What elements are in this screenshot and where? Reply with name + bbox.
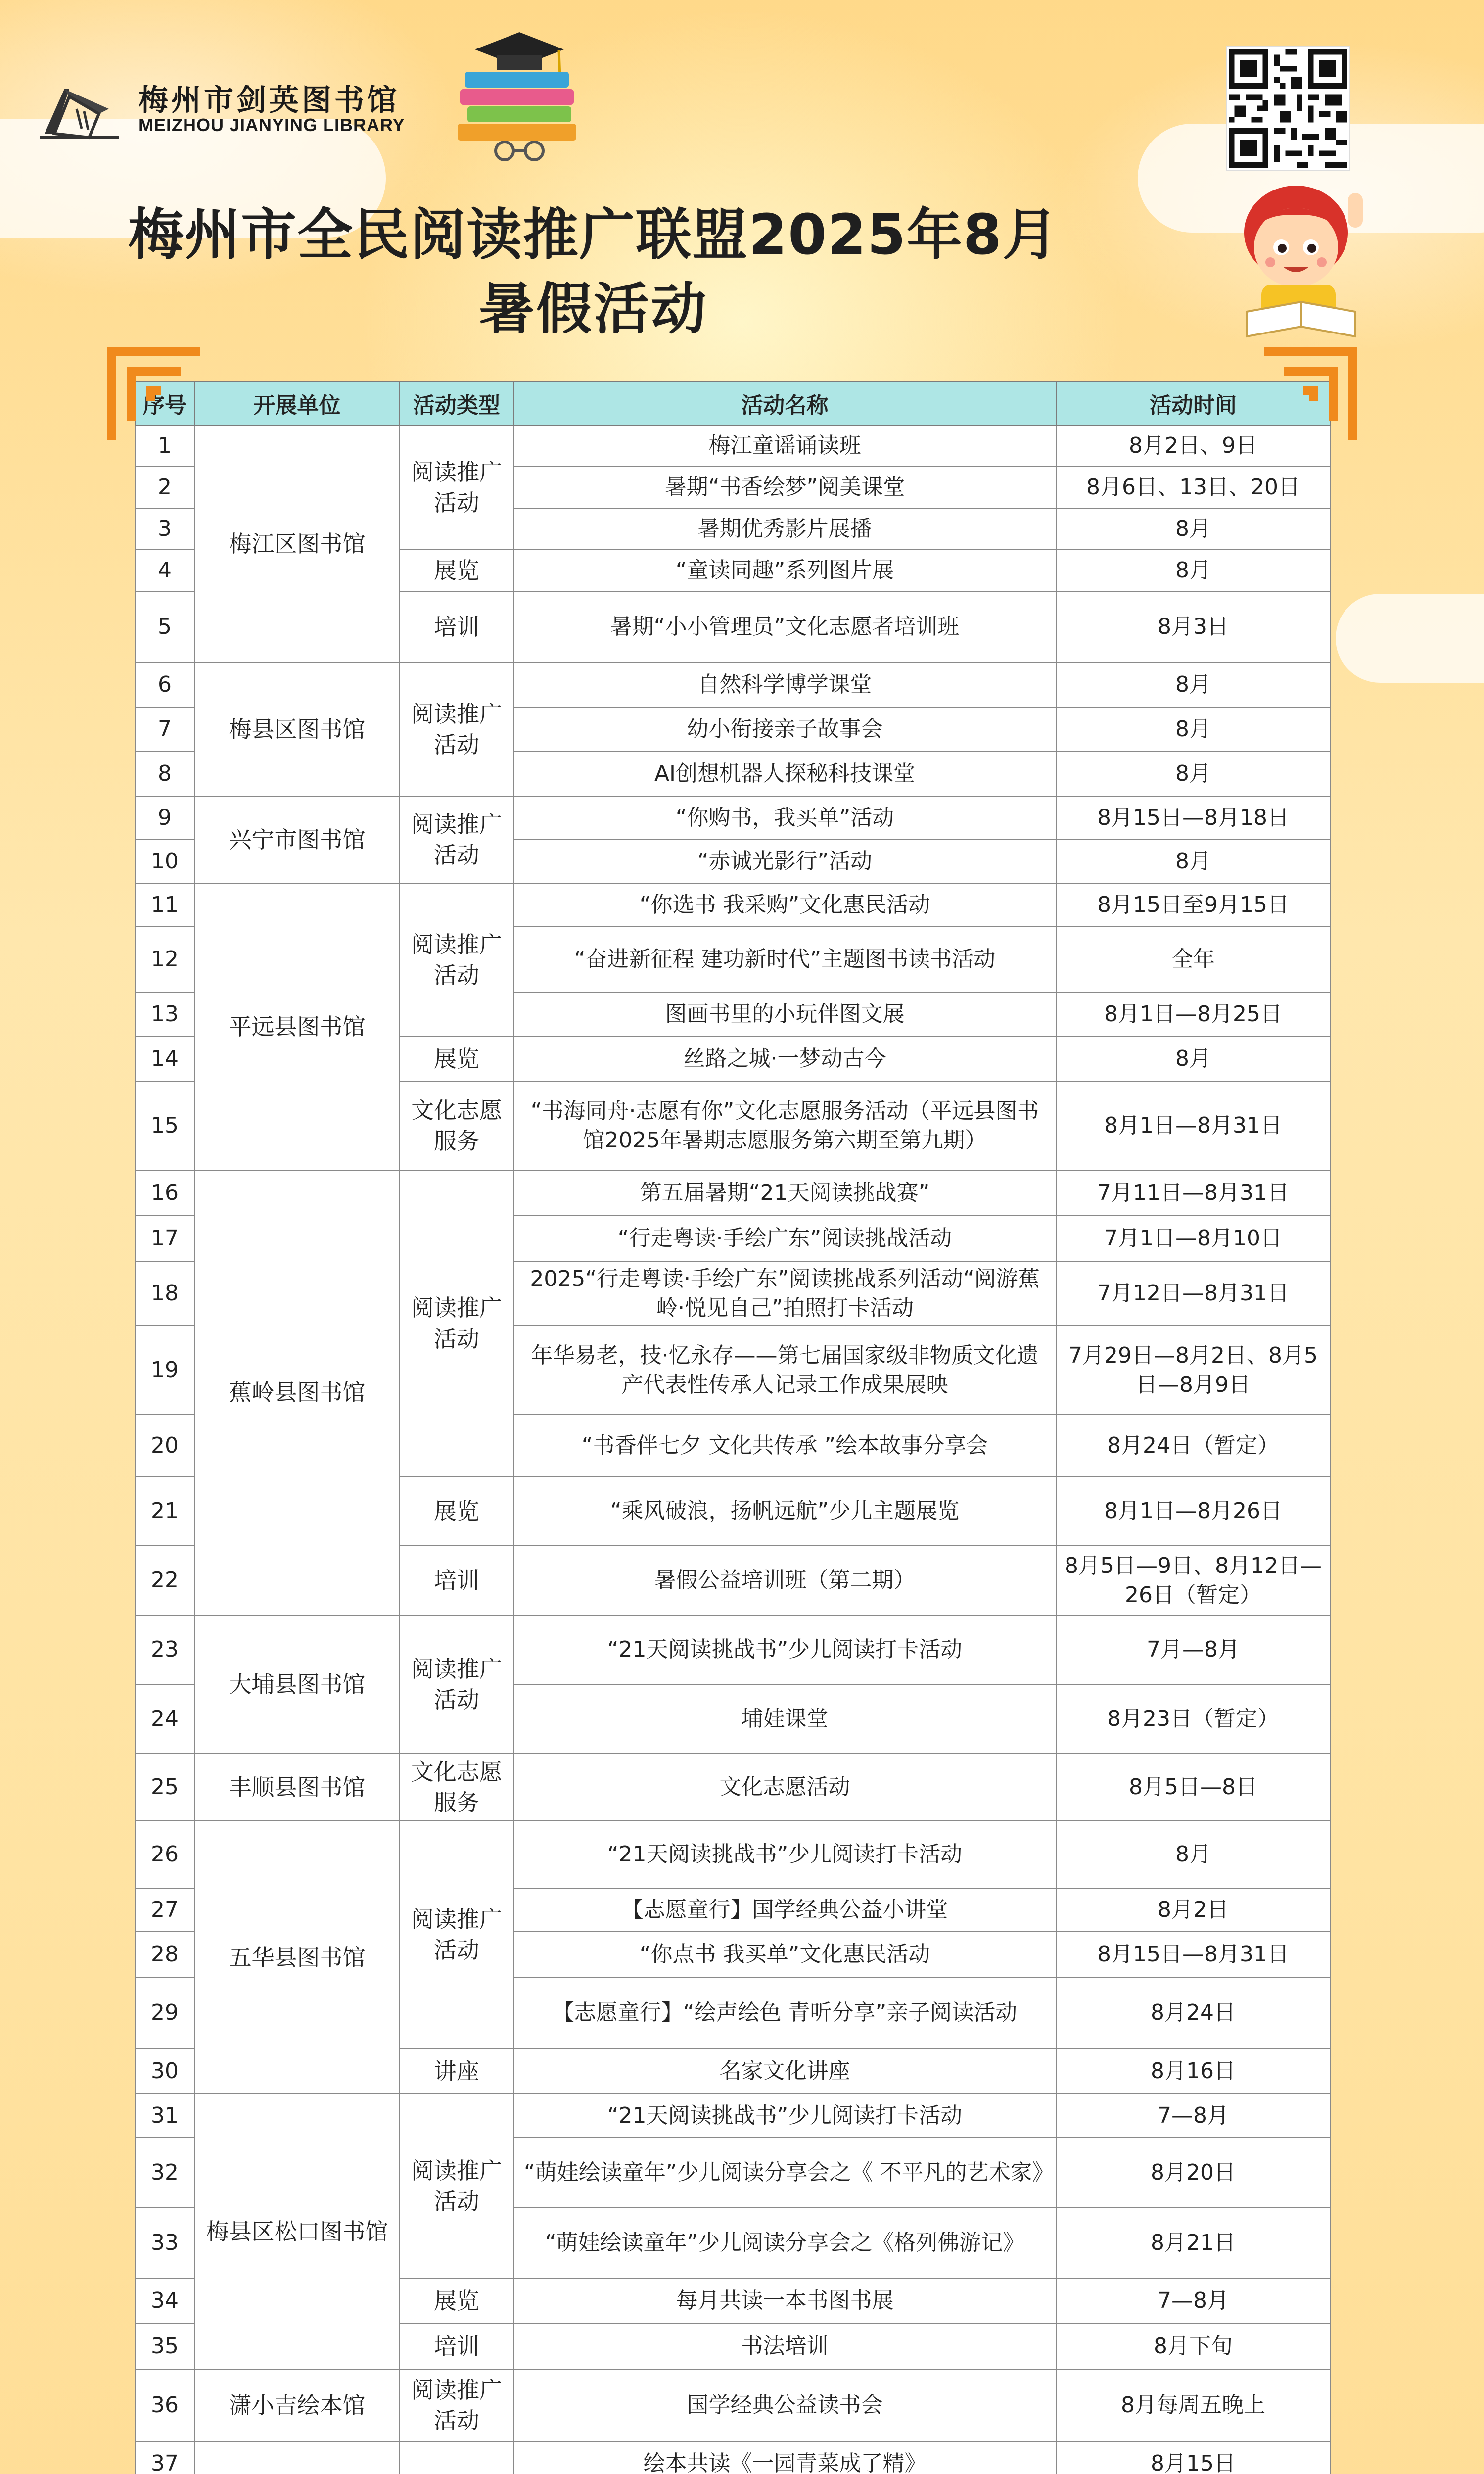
activity-type-cell: 阅读推广活动: [400, 2369, 513, 2441]
row-number: 5: [135, 591, 194, 663]
activity-name-cell: “书香伴七夕 文化共传承 ”绘本故事分享会: [513, 1415, 1056, 1476]
library-name-en: MEIZHOU JIANYING LIBRARY: [139, 115, 405, 135]
row-number: 27: [135, 1888, 194, 1932]
activity-type-cell: 阅读推广活动: [400, 1170, 513, 1476]
activity-name-cell: 图画书里的小玩伴图文展: [513, 992, 1056, 1037]
row-number: 28: [135, 1932, 194, 1977]
activity-time-cell: 8月1日—8月25日: [1056, 992, 1330, 1037]
activity-time-cell: 7—8月: [1056, 2278, 1330, 2324]
row-number: 20: [135, 1415, 194, 1476]
activity-time-cell: 8月20日: [1056, 2138, 1330, 2208]
activity-time-cell: 8月24日: [1056, 1977, 1330, 2048]
activity-type-cell: [400, 2441, 513, 2474]
activity-name-cell: 国学经典公益读书会: [513, 2369, 1056, 2441]
activity-time-cell: 8月: [1056, 840, 1330, 883]
table-row: [135, 796, 1330, 840]
row-number: 14: [135, 1037, 194, 1081]
activity-type-cell: 展览: [400, 1476, 513, 1546]
header-time: 活动时间: [1056, 381, 1330, 425]
table-row: [135, 883, 1330, 927]
activity-type-cell: 阅读推广活动: [400, 796, 513, 883]
activity-time-cell: 8月5日—9日、8月12日—26日（暂定）: [1056, 1546, 1330, 1615]
activity-name-cell: “行走粤读·手绘广东”阅读挑战活动: [513, 1216, 1056, 1261]
activity-name-cell: 丝路之城·一梦动古今: [513, 1037, 1056, 1081]
organizer-cell: 平远县图书馆: [194, 883, 400, 1170]
row-number: 34: [135, 2278, 194, 2324]
activity-name-cell: “你购书，我买单”活动: [513, 796, 1056, 840]
corner-ornament: [1259, 346, 1358, 445]
table-row: [135, 2369, 1330, 2441]
row-number: 16: [135, 1170, 194, 1216]
organizer-cell: 梅江区图书馆: [194, 425, 400, 663]
activity-time-cell: 7月1日—8月10日: [1056, 1216, 1330, 1261]
activity-name-cell: “你点书 我买单”文化惠民活动: [513, 1932, 1056, 1977]
activity-name-cell: “书海同舟·志愿有你”文化志愿服务活动（平远县图书馆2025年暑期志愿服务第六期至第九期）: [513, 1081, 1056, 1170]
cloud-decoration: [1336, 594, 1484, 683]
activity-time-cell: 8月: [1056, 707, 1330, 752]
row-number: 36: [135, 2369, 194, 2441]
activity-name-cell: 暑期“书香绘梦”阅美课堂: [513, 467, 1056, 508]
row-number: 22: [135, 1546, 194, 1615]
activity-name-cell: “萌娃绘读童年”少儿阅读分享会之《 不平凡的艺术家》: [513, 2138, 1056, 2208]
activity-time-cell: 7—8月: [1056, 2094, 1330, 2138]
activity-name-cell: 埔娃课堂: [513, 1684, 1056, 1754]
activity-name-cell: “乘风破浪，扬帆远航”少儿主题展览: [513, 1476, 1056, 1546]
activity-type-cell: 阅读推广活动: [400, 883, 513, 1037]
activity-time-cell: 8月15日: [1056, 2441, 1330, 2474]
row-number: 29: [135, 1977, 194, 2048]
activity-name-cell: “奋进新征程 建功新时代”主题图书读书活动: [513, 927, 1056, 992]
activity-time-cell: 8月: [1056, 663, 1330, 707]
row-number: 12: [135, 927, 194, 992]
row-number: 1: [135, 425, 194, 467]
table-header-row: [135, 381, 1330, 425]
activity-name-cell: 绘本共读《一园青菜成了精》: [513, 2441, 1056, 2474]
qr-code: [1227, 47, 1349, 170]
activity-time-cell: 8月3日: [1056, 591, 1330, 663]
activity-time-cell: 8月2日: [1056, 1888, 1330, 1932]
row-number: 3: [135, 508, 194, 550]
table-row: [135, 1170, 1330, 1216]
row-number: 32: [135, 2138, 194, 2208]
activity-table: [135, 381, 1330, 2474]
activity-name-cell: 暑期优秀影片展播: [513, 508, 1056, 550]
activity-name-cell: 暑期“小小管理员”文化志愿者培训班: [513, 591, 1056, 663]
row-number: 26: [135, 1821, 194, 1888]
activity-time-cell: 8月23日（暂定）: [1056, 1684, 1330, 1754]
activity-type-cell: 文化志愿服务: [400, 1754, 513, 1821]
activity-time-cell: 8月1日—8月31日: [1056, 1081, 1330, 1170]
activity-type-cell: 阅读推广活动: [400, 663, 513, 796]
row-number: 11: [135, 883, 194, 927]
activity-type-cell: 讲座: [400, 2048, 513, 2094]
row-number: 9: [135, 796, 194, 840]
row-number: 10: [135, 840, 194, 883]
row-number: 25: [135, 1754, 194, 1821]
activity-name-cell: 【志愿童行】“绘声绘色 青听分享”亲子阅读活动: [513, 1977, 1056, 2048]
organizer-cell: 梅县区松口图书馆: [194, 2094, 400, 2369]
activity-name-cell: 2025“行走粤读·手绘广东”阅读挑战系列活动“阅游蕉岭·悦见自己”拍照打卡活动: [513, 1261, 1056, 1326]
activity-time-cell: 8月: [1056, 550, 1330, 591]
library-logo: [35, 74, 430, 148]
activity-type-cell: 培训: [400, 591, 513, 663]
table-row: [135, 425, 1330, 467]
activity-type-cell: 培训: [400, 2324, 513, 2369]
activity-name-cell: “21天阅读挑战书”少儿阅读打卡活动: [513, 1615, 1056, 1684]
activity-time-cell: 8月15日至9月15日: [1056, 883, 1330, 927]
activity-type-cell: 培训: [400, 1546, 513, 1615]
activity-time-cell: 8月: [1056, 1821, 1330, 1888]
row-number: 33: [135, 2208, 194, 2278]
activity-time-cell: 8月21日: [1056, 2208, 1330, 2278]
activity-time-cell: 全年: [1056, 927, 1330, 992]
page-subtitle: 暑假活动: [479, 277, 708, 341]
activity-name-cell: “你选书 我采购”文化惠民活动: [513, 883, 1056, 927]
row-number: 23: [135, 1615, 194, 1684]
book-stack-icon: [445, 30, 594, 163]
row-number: 19: [135, 1326, 194, 1415]
activity-name-cell: 第五届暑期“21天阅读挑战赛”: [513, 1170, 1056, 1216]
organizer-cell: 蕉岭县图书馆: [194, 1170, 400, 1615]
row-number: 6: [135, 663, 194, 707]
activity-name-cell: “21天阅读挑战书”少儿阅读打卡活动: [513, 2094, 1056, 2138]
activity-name-cell: 【志愿童行】国学经典公益小讲堂: [513, 1888, 1056, 1932]
activity-name-cell: 每月共读一本书图书展: [513, 2278, 1056, 2324]
activity-time-cell: 8月15日—8月31日: [1056, 1932, 1330, 1977]
table-row: [135, 2441, 1330, 2474]
activity-name-cell: “赤诚光影行”活动: [513, 840, 1056, 883]
table-row: [135, 2094, 1330, 2138]
library-logo-icon: [35, 79, 124, 143]
row-number: 4: [135, 550, 194, 591]
row-number: 7: [135, 707, 194, 752]
activity-name-cell: 年华易老，技·忆永存——第七届国家级非物质文化遗产代表性传承人记录工作成果展映: [513, 1326, 1056, 1415]
activity-type-cell: 阅读推广活动: [400, 1821, 513, 2048]
header-no: 序号: [135, 381, 194, 425]
activity-type-cell: 展览: [400, 2278, 513, 2324]
header-type: 活动类型: [400, 381, 513, 425]
activity-name-cell: 名家文化讲座: [513, 2048, 1056, 2094]
reading-kid-mascot: [1227, 178, 1375, 341]
activity-time-cell: 8月24日（暂定）: [1056, 1415, 1330, 1476]
activity-name-cell: 暑假公益培训班（第二期）: [513, 1546, 1056, 1615]
activity-time-cell: 7月—8月: [1056, 1615, 1330, 1684]
activity-name-cell: 梅江童谣诵读班: [513, 425, 1056, 467]
activity-name-cell: AI创想机器人探秘科技课堂: [513, 752, 1056, 796]
header-name: 活动名称: [513, 381, 1056, 425]
activity-time-cell: 8月每周五晚上: [1056, 2369, 1330, 2441]
activity-time-cell: 8月: [1056, 752, 1330, 796]
corner-ornament: [106, 346, 205, 445]
activity-time-cell: 8月16日: [1056, 2048, 1330, 2094]
row-number: 37: [135, 2441, 194, 2474]
activity-time-cell: 8月1日—8月26日: [1056, 1476, 1330, 1546]
activity-name-cell: “21天阅读挑战书”少儿阅读打卡活动: [513, 1821, 1056, 1888]
row-number: 24: [135, 1684, 194, 1754]
activity-time-cell: 7月29日—8月2日、8月5日—8月9日: [1056, 1326, 1330, 1415]
activity-time-cell: 7月12日—8月31日: [1056, 1261, 1330, 1326]
activity-name-cell: 书法培训: [513, 2324, 1056, 2369]
table-row: [135, 1615, 1330, 1684]
row-number: 31: [135, 2094, 194, 2138]
activity-type-cell: 阅读推广活动: [400, 425, 513, 550]
activity-time-cell: 7月11日—8月31日: [1056, 1170, 1330, 1216]
activity-time-cell: 8月: [1056, 508, 1330, 550]
activity-name-cell: “童读同趣”系列图片展: [513, 550, 1056, 591]
page-title: 梅州市全民阅读推广联盟2025年8月: [128, 203, 1059, 267]
row-number: 15: [135, 1081, 194, 1170]
table-body: [135, 425, 1330, 2474]
activity-name-cell: “萌娃绘读童年”少儿阅读分享会之《格列佛游记》: [513, 2208, 1056, 2278]
activity-type-cell: 阅读推广活动: [400, 1615, 513, 1754]
table-row: [135, 663, 1330, 707]
activity-type-cell: 文化志愿服务: [400, 1081, 513, 1170]
row-number: 13: [135, 992, 194, 1037]
row-number: 17: [135, 1216, 194, 1261]
row-number: 18: [135, 1261, 194, 1326]
activity-type-cell: 展览: [400, 550, 513, 591]
organizer-cell: 潇小吉绘本馆: [194, 2369, 400, 2441]
activity-type-cell: 阅读推广活动: [400, 2094, 513, 2278]
library-name-cn: 梅州市剑英图书馆: [139, 83, 400, 118]
activity-time-cell: 8月15日—8月18日: [1056, 796, 1330, 840]
organizer-cell: 梅县区图书馆: [194, 663, 400, 796]
activity-time-cell: 8月下旬: [1056, 2324, 1330, 2369]
row-number: 21: [135, 1476, 194, 1546]
table-row: [135, 1821, 1330, 1888]
row-number: 35: [135, 2324, 194, 2369]
row-number: 30: [135, 2048, 194, 2094]
table-row: [135, 1754, 1330, 1821]
header-unit: 开展单位: [194, 381, 400, 425]
activity-name-cell: 文化志愿活动: [513, 1754, 1056, 1821]
organizer-cell: 五华县图书馆: [194, 1821, 400, 2094]
row-number: 2: [135, 467, 194, 508]
activity-name-cell: 幼小衔接亲子故事会: [513, 707, 1056, 752]
activity-time-cell: 8月6日、13日、20日: [1056, 467, 1330, 508]
organizer-cell: 丰顺县图书馆: [194, 1754, 400, 1821]
organizer-cell: 大埔县图书馆: [194, 1615, 400, 1754]
row-number: 8: [135, 752, 194, 796]
activity-time-cell: 8月: [1056, 1037, 1330, 1081]
activity-time-cell: 8月5日—8日: [1056, 1754, 1330, 1821]
activity-type-cell: 展览: [400, 1037, 513, 1081]
activity-time-cell: 8月2日、9日: [1056, 425, 1330, 467]
organizer-cell: [194, 2441, 400, 2474]
organizer-cell: 兴宁市图书馆: [194, 796, 400, 883]
activity-name-cell: 自然科学博学课堂: [513, 663, 1056, 707]
